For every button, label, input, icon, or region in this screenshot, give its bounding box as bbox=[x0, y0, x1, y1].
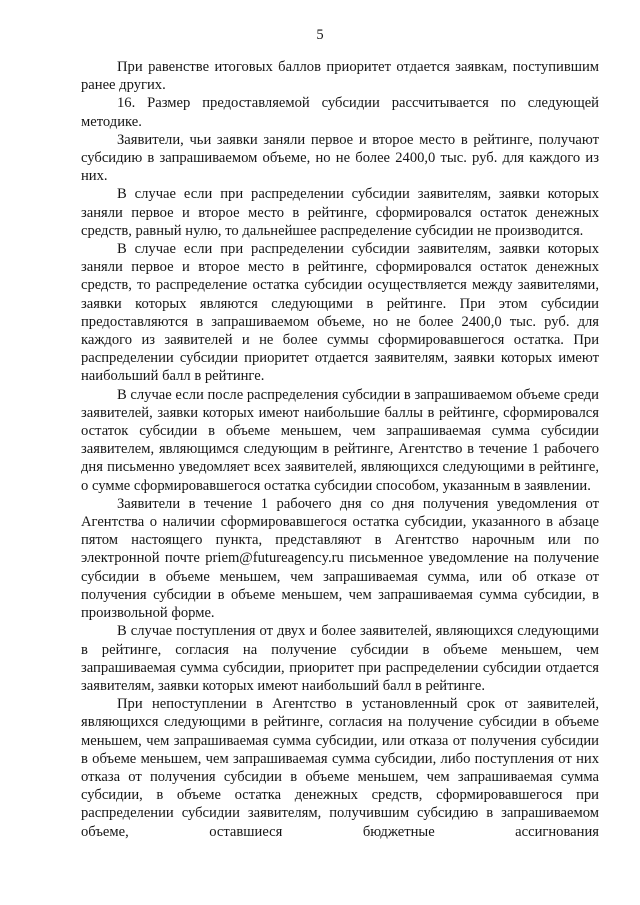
paragraph-non-receipt: При непоступлении в Агентство в установленный срок от заявителей, являющихся следующими в рейтинге, согласия на получение субсидии в объеме меньшем, чем запрашиваемая сумма субсидии, или отказа от получения субсидии в объеме меньшем, чем запрашиваемая сумма субсидии, либо поступления от них отказа от получения субсидии в объеме меньшем, чем запрашиваемая сумма субсидии, в объеме остатка денежных средств, сформировавшегося при распределении субсидии заявителям, получившим субсидию в запрашиваемом объеме, оставшиеся бюджетные ассигнования bbox=[81, 696, 599, 840]
paragraph-item-16-heading: 16. Размер предоставляемой субсидии рассчитывается по следующей методике. bbox=[81, 95, 599, 130]
paragraph-notification: В случае если после распределения субсидии в запрашиваемом объеме среди заявителей, заявки которых имеют наибольшие баллы в рейтинге, сформировался остаток субсидии в объеме меньшем, чем запрашиваемая сумма субсидии заявителем, являющимся следующим в рейтинге, Агентство в течение 1 рабочего дня письменно уведомляет всех заявителей, являющихся следующими в рейтинге, о сумме сформировавшегося остатка субсидии способом, указанным в заявлении. bbox=[81, 386, 599, 494]
paragraph-zero-remainder: В случае если при распределении субсидии заявителям, заявки которых заняли первое и второе место в рейтинге, сформировался остаток денежных средств, равный нулю, то дальнейшее распределение субсидии не производится. bbox=[81, 186, 599, 239]
paragraph-multiple-consents: В случае поступления от двух и более заявителей, являющихся следующими в рейтинге, согласия на получение субсидии в объеме меньшем, чем запрашиваемая сумма субсидии, приоритет при распределении субсидии отдается заявителям, заявки которых имеют наибольший балл в рейтинге. bbox=[81, 623, 599, 694]
paragraph-applicant-response: Заявители в течение 1 рабочего дня со дня получения уведомления от Агентства о наличии сформировавшегося остатка субсидии, указанного в абзаце пятом настоящего пункта, представляют в Агентство нарочным или по электронной почте priem@futureagency.ru письменное уведомление на получение субсидии в объеме меньшем, чем запрашиваемая сумма, или об отказе от получения субсидии в объеме меньшем, чем запрашиваемая сумма субсидии, в произвольной форме. bbox=[81, 495, 599, 622]
document-body bbox=[81, 58, 599, 841]
page-number: 5 bbox=[316, 27, 324, 43]
paragraph-remainder-distribution: В случае если при распределении субсидии заявителям, заявки которых заняли первое и второе место в рейтинге, сформировался остаток денежных средств, то распределение остатка субсидии осуществляется между заявителями, заявки которых являются следующими в рейтинге. При этом субсидии предоставляются в запрашиваемом объеме, но не более 2400,0 тыс. руб. для каждого из заявителей и не более суммы сформировавшегося остатка. При распределении субсидии приоритет отдается заявителям, заявки которых имеют наибольший балл в рейтинге. bbox=[81, 241, 599, 385]
paragraph-first-second-place: Заявители, чьи заявки заняли первое и второе место в рейтинге, получают субсидию в запрашиваемом объеме, но не более 2400,0 тыс. руб. для каждого из них. bbox=[81, 131, 599, 185]
paragraph-equal-scores-priority: При равенстве итоговых баллов приоритет отдается заявкам, поступившим ранее других. bbox=[81, 59, 599, 94]
